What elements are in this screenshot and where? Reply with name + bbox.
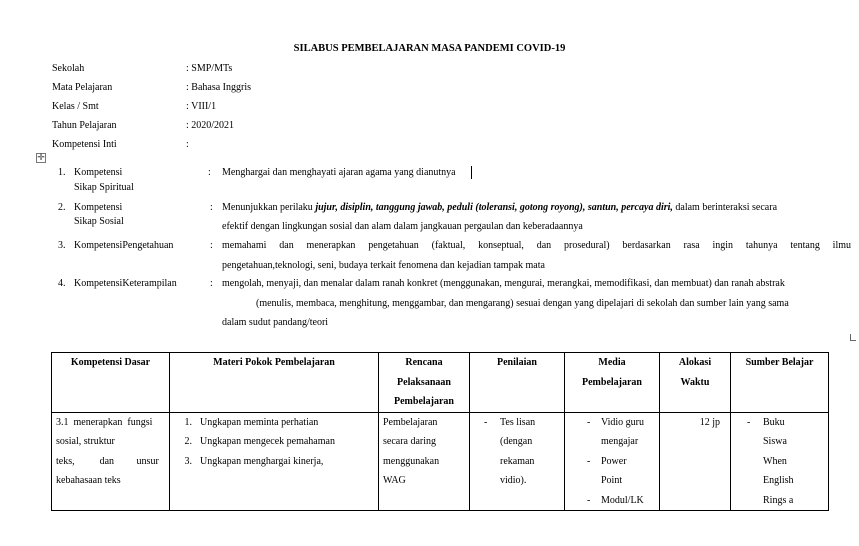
table-move-handle-icon[interactable]: ✛ xyxy=(37,153,45,163)
cell-kompetensi-dasar xyxy=(52,412,170,511)
ki-1-text: Menghargai dan menghayati ajaran agama yang dianutnya xyxy=(222,167,456,178)
info-value-kelas: : VIII/1 xyxy=(186,101,217,112)
materi-text: Ungkapan menghargai kinerja, xyxy=(200,455,324,467)
header-materi-pokok: Materi Pokok Pembelajaran xyxy=(170,353,379,413)
ki-4-text: mengolah, menyaji, dan menalar dalam ranah konkret (menggunakan, mengurai, merangkai, memodifikasi, dan membuat) dan ranah abstrak xyxy=(222,278,785,289)
sumber-line: When xyxy=(763,455,787,467)
header-rencana-line-1: Rencana xyxy=(405,357,443,368)
info-value-tahun: : 2020/2021 xyxy=(186,120,235,131)
ki-4-text-line-3: dalam sudut pandang/teori xyxy=(222,317,329,328)
media-item xyxy=(587,413,655,452)
text-cursor xyxy=(471,166,472,179)
ki-2-name: Kompetensi xyxy=(74,202,123,213)
info-value-ki: : xyxy=(186,139,189,150)
ki-3-colon: : xyxy=(210,240,213,251)
media-line: mengajar xyxy=(601,436,639,447)
header-media xyxy=(565,353,660,413)
sumber-line: Siswa xyxy=(763,436,787,447)
header-penilaian: Penilaian xyxy=(470,353,565,413)
ki-3-name: KompetensiPengetahuan xyxy=(74,240,174,251)
paragraph-margin-mark xyxy=(850,334,856,341)
ki-4-colon: : xyxy=(210,278,213,289)
media-line: Point xyxy=(601,475,623,486)
table-row xyxy=(52,412,829,511)
info-label-sekolah: Sekolah xyxy=(52,63,85,74)
media-bullet: - xyxy=(587,416,591,428)
rencana-line: Pembelajaran xyxy=(383,416,438,428)
media-line: Power xyxy=(601,455,627,467)
ki-3-text-line-2: pengetahuan,teknologi, seni, budaya terkait fenomena dan kejadian tampak mata xyxy=(222,260,545,271)
media-line: Vidio guru xyxy=(601,416,645,428)
rencana-line: secara daring xyxy=(383,436,437,447)
penilaian-line: rekaman xyxy=(500,455,535,467)
ki-2-name-2: Sikap Sosial xyxy=(74,216,124,227)
ki-4-text-line-2: (menulis, membaca, menghitung, menggambar, dan mengarang) sesuai dengan yang dipelajari di sekolah dan sumber lain yang sama xyxy=(256,298,789,309)
ki-2-text-post: dalam berinteraksi secara xyxy=(672,202,778,213)
header-alokasi-line-2: Waktu xyxy=(680,376,710,388)
sumber-line: Rings a xyxy=(763,494,794,506)
kd-line: 3.1 menerapkan fungsi xyxy=(56,416,153,428)
info-label-tahun: Tahun Pelajaran xyxy=(52,120,117,131)
ki-1-name-2: Sikap Spiritual xyxy=(74,182,134,193)
materi-number: 1. xyxy=(184,416,192,428)
media-bullet: - xyxy=(587,494,591,506)
header-rencana xyxy=(379,353,470,413)
penilaian-line: vidio). xyxy=(500,475,527,486)
sumber-line: English xyxy=(763,475,794,486)
header-media-line-1: Media xyxy=(598,357,626,368)
materi-text: Ungkapan mengecek pemahaman xyxy=(200,436,335,447)
kd-line: kebahasaan teks xyxy=(56,475,121,486)
materi-item xyxy=(174,413,374,433)
info-label-mapel: Mata Pelajaran xyxy=(52,82,113,93)
header-alokasi-line-1: Alokasi xyxy=(678,357,712,368)
ki-2-number: 2. xyxy=(58,202,66,213)
header-media-line-2: Pembelajaran xyxy=(582,376,642,388)
ki-2-text xyxy=(222,202,777,213)
rencana-line: WAG xyxy=(383,475,406,486)
media-bullet: - xyxy=(587,455,591,467)
info-label-kelas: Kelas / Smt xyxy=(52,101,99,112)
header-rencana-line-3: Pembelajaran xyxy=(394,396,454,407)
info-value-sekolah: : SMP/MTs xyxy=(186,63,233,74)
ki-2-colon: : xyxy=(210,202,213,213)
ki-3-number: 3. xyxy=(58,240,66,251)
header-alokasi xyxy=(660,353,731,413)
cell-rencana xyxy=(379,412,470,511)
materi-number: 3. xyxy=(184,455,192,467)
syllabus-table xyxy=(51,352,829,511)
sumber-line: Buku xyxy=(763,416,785,428)
document-title: SILABUS PEMBELAJARAN MASA PANDEMI COVID-19 xyxy=(293,43,566,54)
materi-item xyxy=(174,432,374,452)
cell-media xyxy=(565,412,660,511)
kd-line: teks, dan unsur xyxy=(56,455,159,467)
header-rencana-line-2: Pelaksanaan xyxy=(397,376,451,388)
header-sumber: Sumber Belajar xyxy=(731,353,829,413)
media-item xyxy=(587,491,655,511)
cell-materi xyxy=(170,412,379,511)
ki-2-text-pre: Menunjukkan perilaku xyxy=(222,202,316,213)
media-line: Modul/LK xyxy=(601,494,644,506)
ki-4-name: KompetensiKeterampilan xyxy=(74,278,177,289)
penilaian-bullet: - xyxy=(484,416,488,428)
ki-2-text-line-2: efektif dengan lingkungan sosial dan alam dalam jangkauan pergaulan dan keberadaannya xyxy=(222,221,583,232)
materi-item xyxy=(174,452,374,472)
materi-text: Ungkapan meminta perhatian xyxy=(200,416,319,428)
sumber-item xyxy=(747,413,824,511)
header-kompetensi-dasar: Kompetensi Dasar xyxy=(52,353,170,413)
media-item xyxy=(587,452,655,491)
rencana-line: menggunakan xyxy=(383,455,440,467)
ki-1-name: Kompetensi xyxy=(74,167,123,178)
info-label-ki: Kompetensi Inti xyxy=(52,139,117,150)
table-header-row xyxy=(52,353,829,413)
ki-4-number: 4. xyxy=(58,278,66,289)
ki-2-text-emphasis: jujur, disiplin, tanggung jawab, peduli (toleransi, gotong royong), santun, percaya diri, xyxy=(315,202,673,213)
info-value-mapel: : Bahasa Inggris xyxy=(186,82,251,93)
penilaian-line: (dengan xyxy=(500,436,533,447)
cell-sumber xyxy=(731,412,829,511)
penilaian-item xyxy=(484,413,560,491)
cell-alokasi xyxy=(660,412,731,511)
materi-number: 2. xyxy=(184,436,192,447)
ki-3-text: memahami dan menerapkan pengetahuan (faktual, konseptual, dan prosedural) berdasarkan rasa ingin tahunya tentang ilmu xyxy=(222,240,851,251)
kd-line: sosial, struktur xyxy=(56,436,115,447)
ki-1-number: 1. xyxy=(58,167,66,178)
cell-penilaian xyxy=(470,412,565,511)
alokasi-value: 12 jp xyxy=(699,416,720,428)
sumber-bullet: - xyxy=(747,416,751,428)
ki-1-colon: : xyxy=(208,167,211,178)
penilaian-line: Tes lisan xyxy=(500,416,536,428)
